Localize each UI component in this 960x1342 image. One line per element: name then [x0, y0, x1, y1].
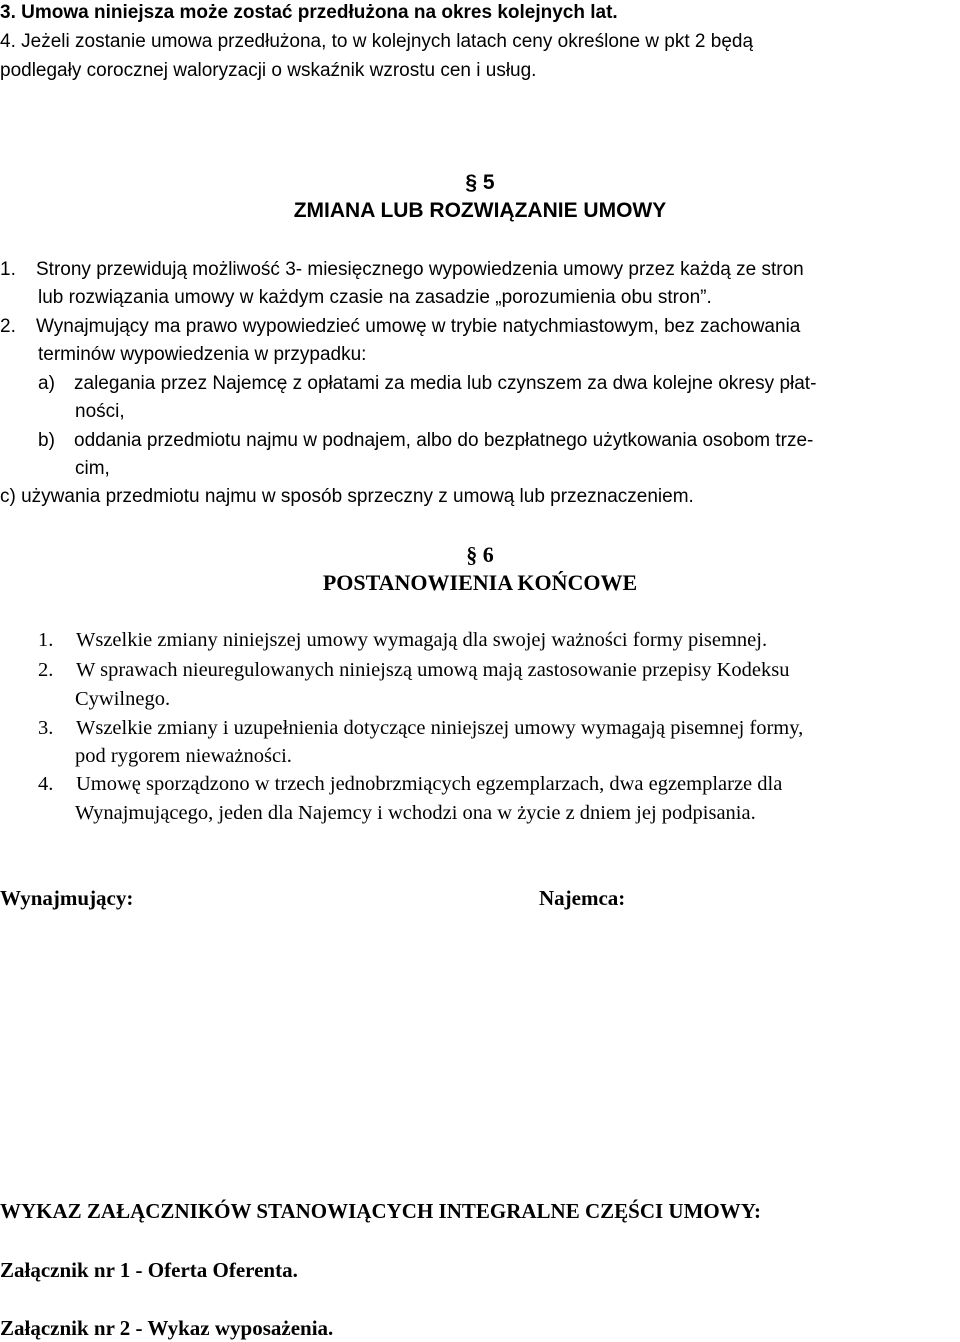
point-number: 4.	[38, 773, 54, 795]
clause-4-number: 4.	[0, 31, 16, 52]
section-5-item-a: a) zalegania przez Najemcę z opłatami za media lub czynszem za dwa kolejne okresy płat-	[38, 371, 816, 397]
clause-4-line1: 4. Jeżeli zostanie umowa przedłużona, to w kolejnych latach ceny określone w pkt 2 będą	[0, 31, 754, 52]
section-6-symbol: § 6	[466, 542, 494, 567]
signature-tenant-label: Najemca:	[539, 886, 626, 910]
signature-landlord-label: Wynajmujący:	[0, 886, 134, 910]
point-number: 3.	[38, 717, 54, 739]
clause-3-text: Umowa niniejsza może zostać przedłużona na okres kolejnych lat.	[21, 2, 618, 23]
section-6-title: POSTANOWIENIA KOŃCOWE	[322, 570, 638, 595]
section-5-item-a-line2: ności,	[75, 401, 125, 422]
point-number: 1.	[38, 629, 54, 651]
section-5-symbol: § 5	[465, 171, 495, 194]
section-5-point-2: 2. Wynajmujący ma prawo wypowiedzieć umowę w trybie natychmiastowym, bez zachowania	[0, 314, 800, 340]
point-number: 2.	[38, 659, 54, 681]
item-label: b)	[38, 430, 55, 451]
attachment-2: Załącznik nr 2 - Wykaz wyposażenia.	[0, 1316, 334, 1340]
section-5-point-1-line2: lub rozwiązania umowy w każdym czasie na zasadzie „porozumienia obu stron”.	[38, 287, 712, 308]
section-6-point-4: 4. Umowę sporządzono w trzech jednobrzmiących egzemplarzach, dwa egzemplarze dla	[38, 773, 783, 795]
section-5-title: ZMIANA LUB ROZWIĄZANIE UMOWY	[293, 199, 667, 222]
section-6-point-3-line2: pod rygorem nieważności.	[75, 745, 292, 767]
point-number: 1.	[0, 259, 16, 280]
section-5-item-c: c) używania przedmiotu najmu w sposób sprzeczny z umową lub przeznaczeniem.	[0, 486, 694, 507]
section-6-point-2-line2: Cywilnego.	[75, 688, 171, 710]
item-label: a)	[38, 373, 55, 394]
section-5-item-b: b) oddania przedmiotu najmu w podnajem, albo do bezpłatnego użytkowania osobom trze-	[38, 428, 813, 454]
section-6-point-3: 3. Wszelkie zmiany i uzupełnienia dotyczące niniejszej umowy wymagają pisemnej formy,	[38, 717, 804, 739]
section-6-point-1: 1. Wszelkie zmiany niniejszej umowy wymagają dla swojej ważności formy pisemnej.	[38, 629, 768, 651]
point-number: 2.	[0, 316, 16, 337]
clause-3-number: 3.	[0, 2, 16, 23]
section-5-item-b-line2: cim,	[75, 458, 110, 479]
clause-4-line2: podlegały corocznej waloryzacji o wskaźnik wzrostu cen i usług.	[0, 60, 537, 81]
clause-3	[0, 0, 618, 26]
attachments-heading: WYKAZ ZAŁĄCZNIKÓW STANOWIĄCYCH INTEGRALNE CZĘŚCI UMOWY:	[0, 1199, 761, 1223]
attachment-1: Załącznik nr 1 - Oferta Oferenta.	[0, 1258, 298, 1282]
section-5-point-1: 1. Strony przewidują możliwość 3- miesięcznego wypowiedzenia umowy przez każdą ze stron	[0, 257, 804, 283]
section-6-point-4-line2: Wynajmującego, jeden dla Najemcy i wchodzi ona w życie z dniem jej podpisania.	[75, 802, 756, 824]
section-6-point-2: 2. W sprawach nieuregulowanych niniejszą umową mają zastosowanie przepisy Kodeksu	[38, 659, 790, 681]
section-5-point-2-line2: terminów wypowiedzenia w przypadku:	[38, 344, 367, 365]
